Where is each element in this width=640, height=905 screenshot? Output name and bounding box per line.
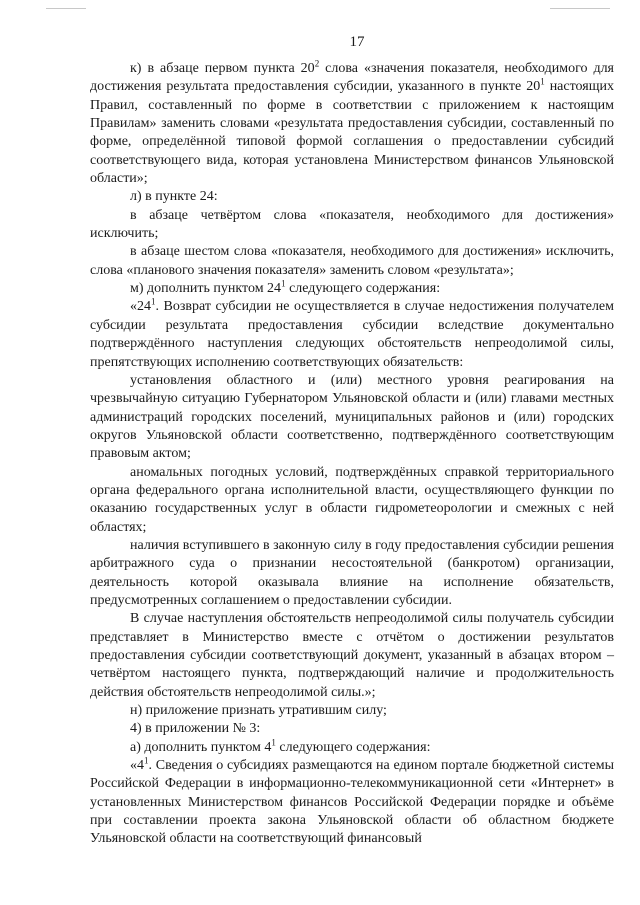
paragraph: к) в абзаце первом пункта $20^2$ слова «значения показателя, необходимого для достижения результата предоставления субсидии, указанного в пункте $20^1$ настоящих Правил, составленный по форме в соответствии с приложением к настоящим Правилам» заменить словами «результата предоставления субсидии, составленный по форме, определённой типовой формой соглашения о предоставлении субсидий соответствующего вида, которая установлена Министерством финансов Ульяновской области»; (90, 58, 614, 187)
paragraph: а) дополнить пунктом $4^1$ следующего содержания: (130, 737, 431, 755)
paragraph: л) в пункте 24: (130, 189, 218, 205)
paragraph: В случае наступления обстоятельств непреодолимой силы получатель субсидии представляет в Министерство вместе с отчётом о достижении результатов предоставления субсидии соответствующий документ, указанный в абзацах втором – четвёртом настоящего пункта, подтверждающий наличие и продолжительность действия обстоятельств непреодолимой силы.»; (90, 611, 614, 700)
document-body (90, 60, 614, 849)
paragraph: «$4^1$. Сведения о субсидиях размещаются на едином портале бюджетной системы Российской Федерации в информационно-телекоммуникационной сети «Интернет» в установленных Министерством финансов Российской Федерации порядке и объёме при составлении проекта закона Ульяновской области об областном бюджете Ульяновской области на соответствующий финансовый (90, 755, 614, 847)
scan-artifact-line (46, 8, 86, 9)
page-number: 17 (349, 34, 365, 50)
paragraph: аномальных погодных условий, подтверждённых справкой территориального органа федерального органа исполнительной власти, осуществляющего функции по оказанию государственных услуг в области гидрометеорологии и смежных с ней областях; (90, 464, 614, 535)
paragraph: в абзаце четвёртом слова «показателя, необходимого для достижения» исключить; (90, 207, 614, 242)
paragraph: м) дополнить пунктом $24^1$ следующего содержания: (130, 278, 441, 297)
paragraph: «$24^1$. Возврат субсидии не осуществляется в случае недостижения получателем субсидии результата предоставления субсидии вследствие документально подтверждённого наступления следующих обстоятельств непреодолимой силы, препятствующих исполнению соответствующих обязательств: (90, 296, 614, 370)
scan-artifact-line (550, 8, 610, 9)
paragraph: 4) в приложении № 3: (130, 721, 261, 737)
paragraph: н) приложение признать утратившим силу; (130, 703, 387, 719)
paragraph: в абзаце шестом слова «показателя, необходимого для достижения» исключить, слова «планового значения показателя» заменить словом «результата»; (90, 244, 614, 278)
paragraph: наличия вступившего в законную силу в году предоставления субсидии решения арбитражного суда о признании несостоятельной (банкротом) организации, деятельность которой оказывала влияние на исполнение обязательств, предусмотренных соглашением о предоставлении субсидии. (90, 537, 614, 608)
paragraph: установления областного и (или) местного уровня реагирования на чрезвычайную ситуацию Губернатором Ульяновской области и (или) главами местных администраций городских поселений, муниципальных районов и (или) городских округов Ульяновской области соответственно, подтверждённого соответствующим правовым актом; (90, 372, 614, 462)
